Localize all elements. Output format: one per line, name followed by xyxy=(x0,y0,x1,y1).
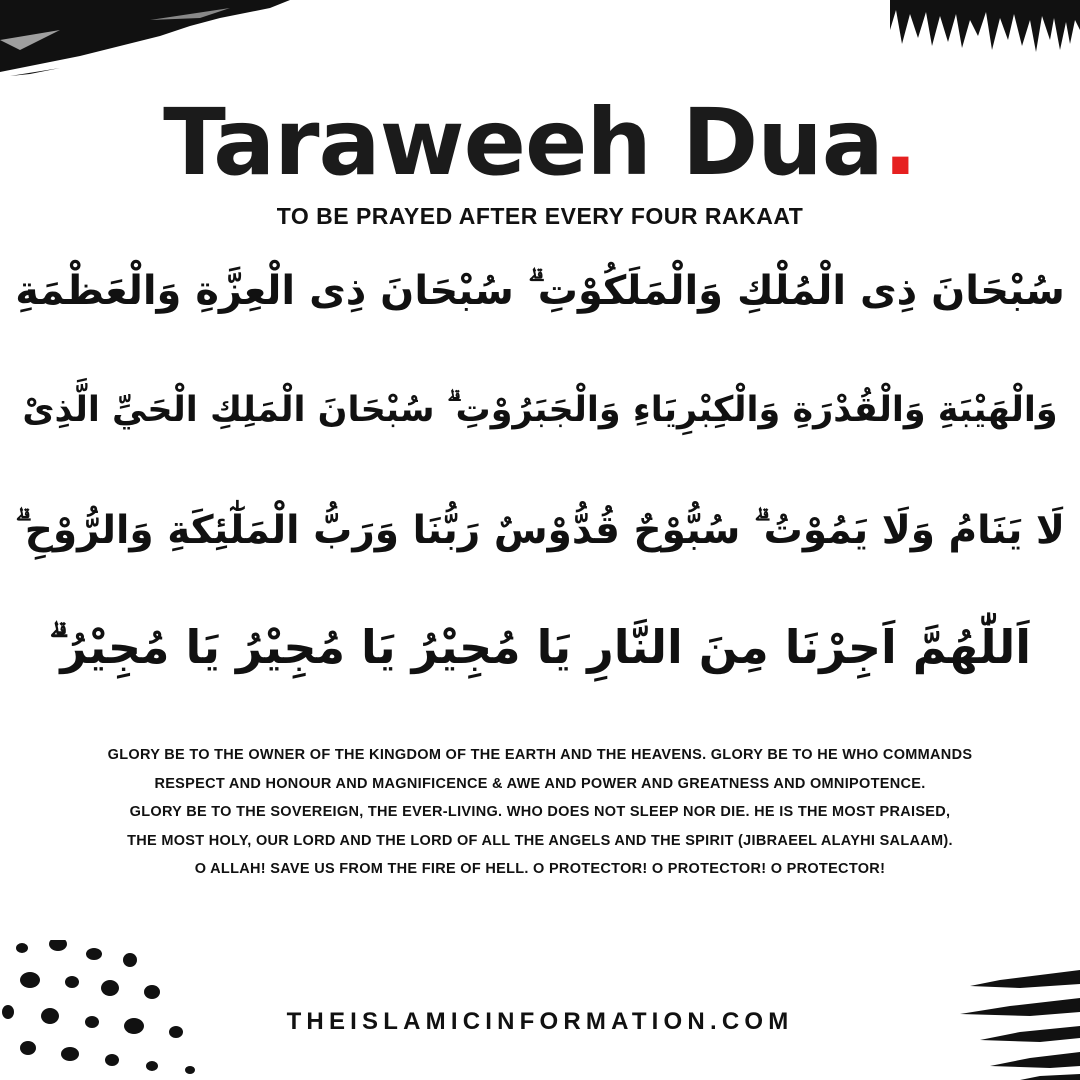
english-translation xyxy=(10,741,1070,884)
translation-line: GLORY BE TO THE SOVEREIGN, THE EVER-LIVING. WHO DOES NOT SLEEP NOR DIE. HE IS THE MOST PRAISED, xyxy=(129,804,951,820)
arabic-dua-line: لَا يَنَامُ وَلَا يَمُوْتُ ۗ سُبُّوْحٌ قُدُّوْسٌ رَبُّنَا وَرَبُّ الْمَلٰٓئِكَةِ وَالرُّوْحِ ۗ xyxy=(15,508,1065,553)
translation-line: RESPECT AND HONOUR AND MAGNIFICENCE & AWE AND POWER AND GREATNESS AND OMNIPOTENCE. xyxy=(154,775,926,792)
brush-stroke-decoration xyxy=(0,0,300,80)
translation-line: O ALLAH! SAVE US FROM THE FIRE OF HELL. O PROTECTOR! O PROTECTOR! O PROTECTOR! xyxy=(194,861,886,877)
translation-line: GLORY BE TO THE OWNER OF THE KINGDOM OF THE EARTH AND THE HEAVENS. GLORY BE TO HE WHO COMMANDS xyxy=(107,747,973,763)
brush-stroke-decoration xyxy=(890,0,1080,60)
arabic-dua-line: اَللّٰهُمَّ اَجِرْنَا مِنَ النَّارِ يَا مُجِيْرُ يَا مُجِيْرُ يَا مُجِيْرُ ۗ xyxy=(48,620,1032,674)
page-title: Taraweeh Dua xyxy=(163,89,883,196)
website-footer: THEISLAMICINFORMATION.COM xyxy=(286,1008,794,1035)
arabic-dua-line: سُبْحَانَ ذِی الْمُلْكِ وَالْمَلَكُوْتِ ۗ سُبْحَانَ ذِی الْعِزَّةِ وَالْعَظْمَةِ xyxy=(15,268,1065,314)
page-subtitle: TO BE PRAYED AFTER EVERY FOUR RAKAAT xyxy=(276,203,804,229)
title-block xyxy=(0,89,1080,196)
arabic-dua-line: وَالْهَيْبَةِ وَالْقُدْرَةِ وَالْكِبْرِيَاءِ وَالْجَبَرُوْتِ ۗ سُبْحَانَ الْمَلِكِ الْحَيِّ الَّذِیْ xyxy=(22,390,1058,430)
translation-line: THE MOST HOLY, OUR LORD AND THE LORD OF ALL THE ANGELS AND THE SPIRIT (JIBRAEEL ALAYHI SALAAM). xyxy=(127,832,953,849)
title-accent-dot: . xyxy=(882,89,917,196)
